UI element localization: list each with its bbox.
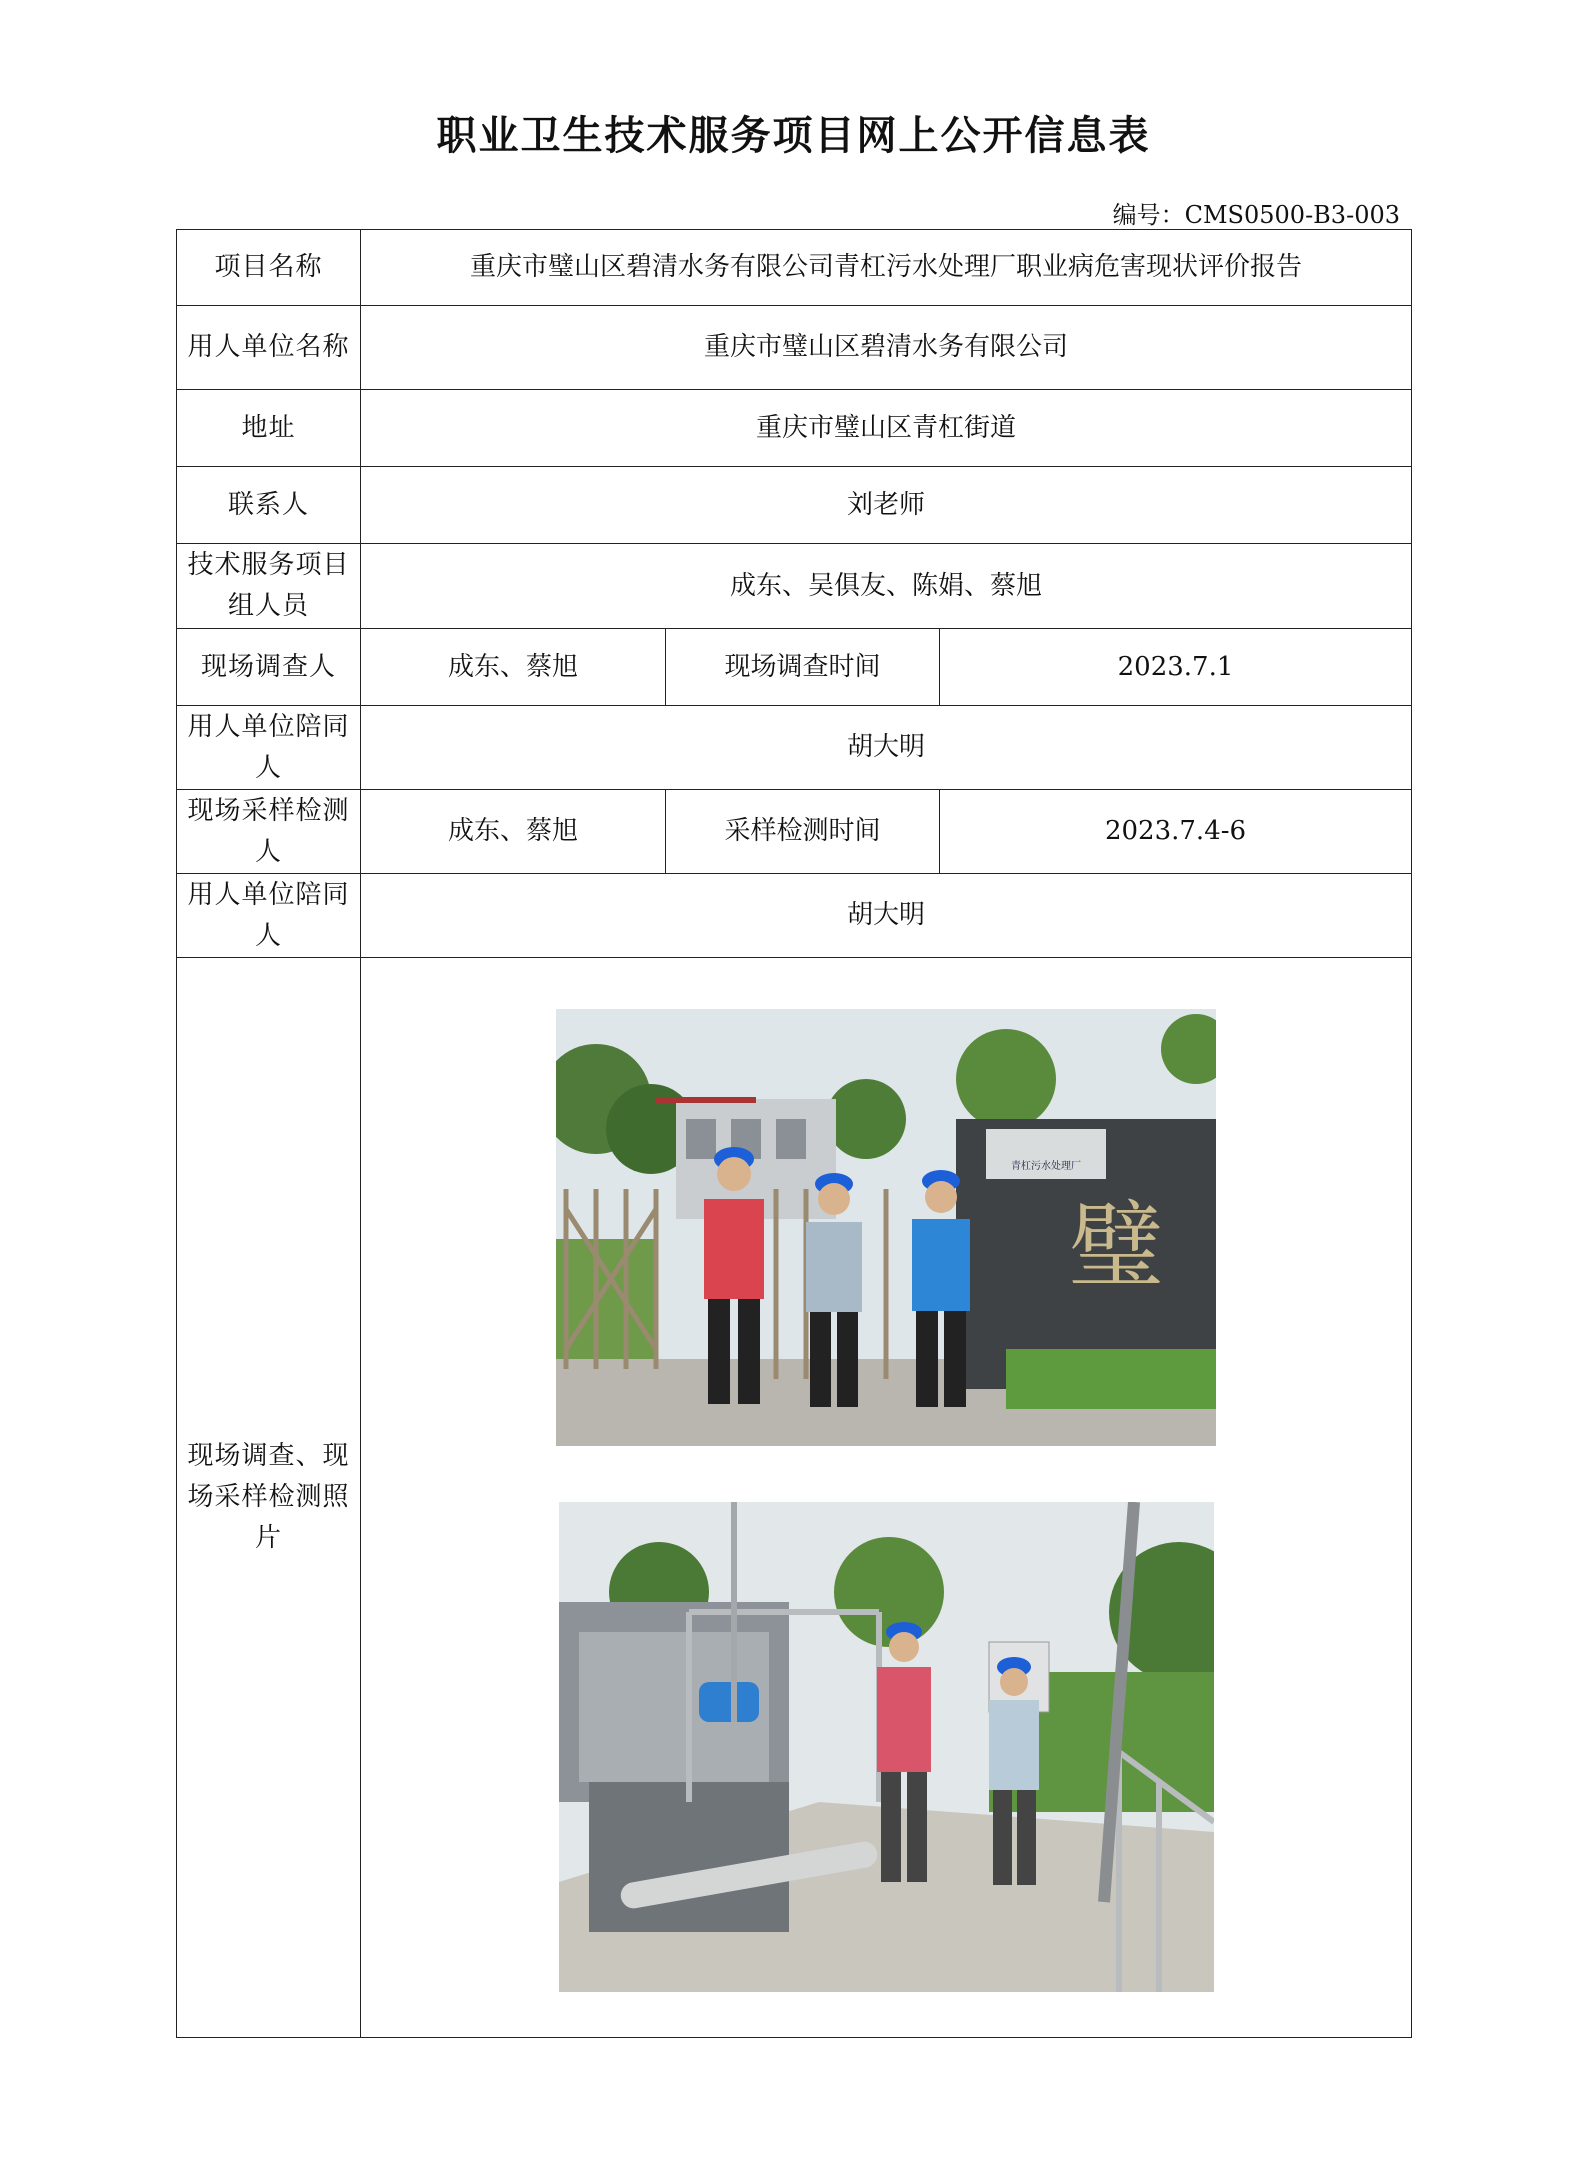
sign-big-char: 璧 [1068,1192,1164,1302]
page-title: 职业卫生技术服务项目网上公开信息表 [436,113,1151,159]
row-sampling-companion [177,874,1412,958]
photo-survey-team [556,1009,1216,1446]
project-name-value: 重庆市璧山区碧清水务有限公司青杠污水处理厂职业病危害现状评价报告 [361,230,1412,306]
address-label: 地址 [177,390,361,467]
address-value: 重庆市璧山区青杠街道 [361,390,1412,467]
contact-value: 刘老师 [361,467,1412,544]
row-team [177,544,1412,629]
surveyor-label: 现场调查人 [177,629,361,706]
row-survey-companion [177,706,1412,790]
survey-companion-label: 用人单位陪同人 [177,706,361,790]
info-table [176,229,1412,2038]
employer-value: 重庆市璧山区碧清水务有限公司 [361,306,1412,390]
sampling-companion-label: 用人单位陪同人 [177,874,361,958]
row-survey [177,629,1412,706]
employer-label: 用人单位名称 [177,306,361,390]
photos-label: 现场调查、现场采样检测照片 [177,958,361,2038]
team-label: 技术服务项目组人员 [177,544,361,629]
sampling-companion-value: 胡大明 [361,874,1412,958]
row-photos [177,958,1412,2038]
document-number: 编号：CMS0500-B3-003 [1112,201,1400,229]
photo-sampling-site [559,1502,1214,1992]
survey-photo-illustration [556,1009,1216,1446]
survey-time-label: 现场调查时间 [666,629,940,706]
project-name-label: 项目名称 [177,230,361,306]
row-sampling [177,790,1412,874]
photos-cell [361,958,1412,2038]
team-value: 成东、吴俱友、陈娟、蔡旭 [361,544,1412,629]
survey-companion-value: 胡大明 [361,706,1412,790]
sampling-photo-illustration [559,1502,1214,1992]
contact-label: 联系人 [177,467,361,544]
row-contact [177,467,1412,544]
sign-small-text: 青杠污水处理厂 [1011,1161,1082,1172]
survey-time-value: 2023.7.1 [940,629,1412,706]
sampling-time-label: 采样检测时间 [666,790,940,874]
row-address [177,390,1412,467]
sampling-time-value: 2023.7.4-6 [940,790,1412,874]
sampler-value: 成东、蔡旭 [361,790,666,874]
surveyor-value: 成东、蔡旭 [361,629,666,706]
sampler-label: 现场采样检测人 [177,790,361,874]
row-employer [177,306,1412,390]
row-project-name [177,230,1412,306]
